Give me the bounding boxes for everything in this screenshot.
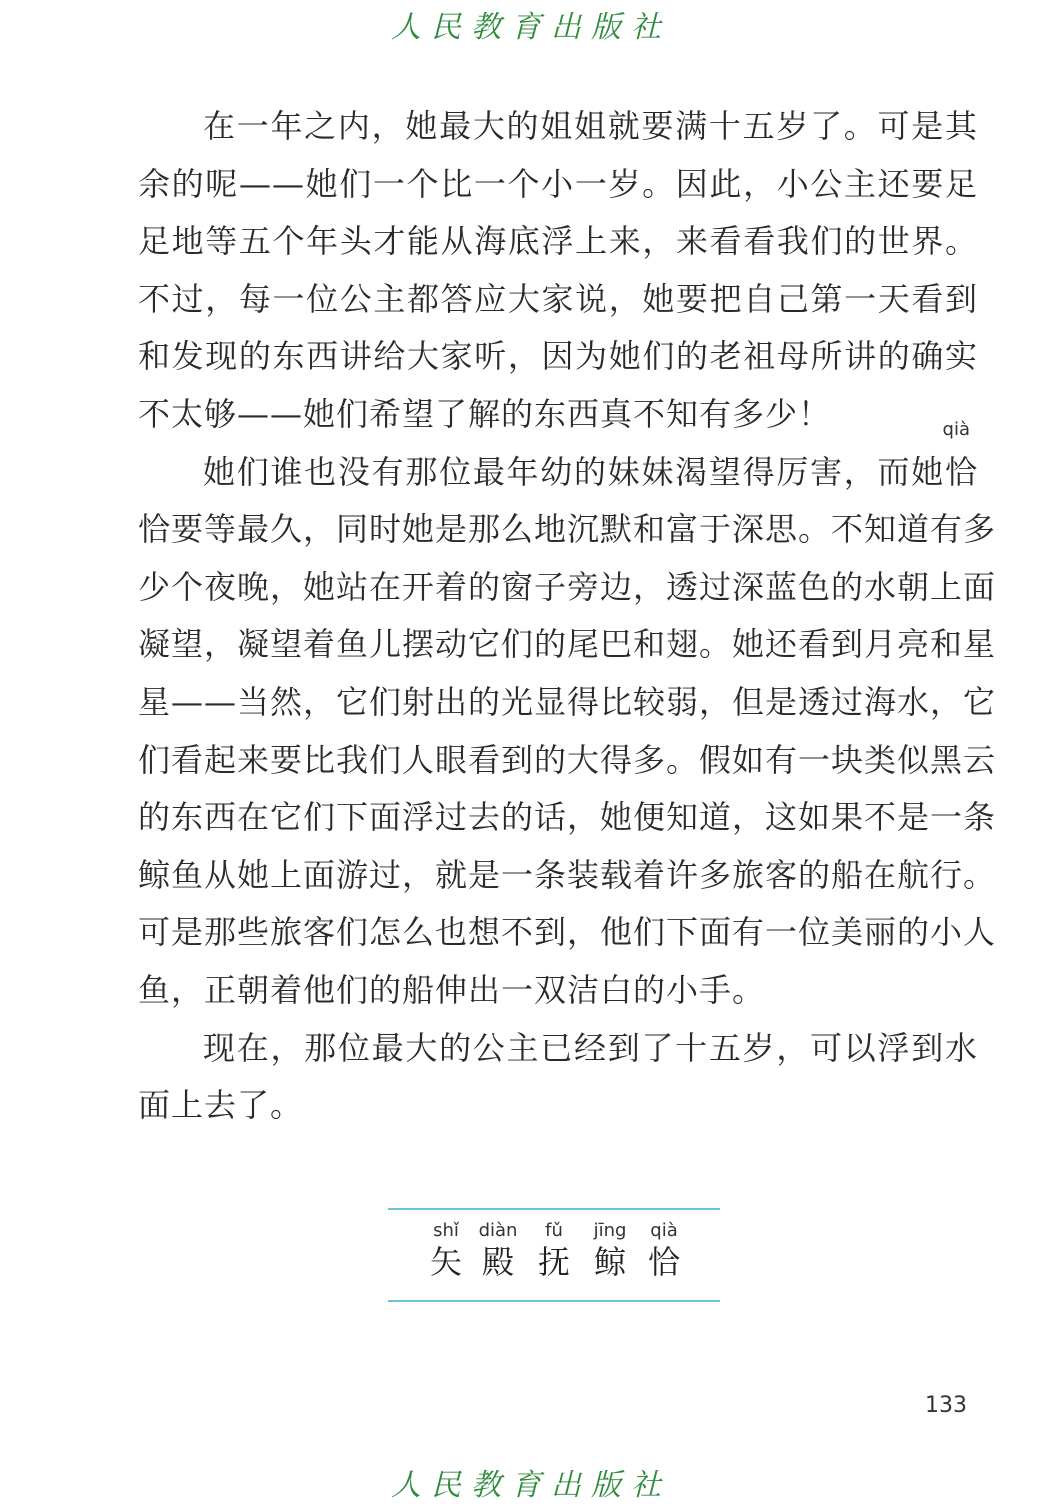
vocab-character: 殿 (481, 1243, 514, 1281)
vocab-pinyin: diàn (478, 1220, 518, 1241)
vocab-pinyin: qià (650, 1220, 678, 1241)
page-number: 133 (925, 1393, 967, 1418)
text-line: 少个夜晚，她站在开着的窗子旁边，透过深蓝色的水朝上面 (138, 567, 997, 606)
vocab-pinyin: jīng (593, 1220, 627, 1241)
text-line: 余的呢——她们一个比一个小一岁。因此，小公主还要足 (138, 164, 978, 203)
text-line: 和发现的东西讲给大家听，因为她们的老祖母所讲的确实 (138, 337, 978, 376)
text-line: 不太够——她们希望了解的东西真不知有多少！ (138, 394, 832, 433)
vocab-character: 矢 (429, 1243, 462, 1281)
text-line: 鱼，正朝着他们的船伸出一双洁白的小手。 (138, 970, 766, 1009)
text-line: 鲸鱼从她上面游过，就是一条装载着许多旅客的船在航行。 (138, 855, 997, 894)
publisher-logo-bottom: 人民教育出版社 (391, 1468, 671, 1503)
vocab-item (524, 1220, 584, 1282)
text-line: 的东西在它们下面浮过去的话，她便知道，这如果不是一条 (138, 798, 997, 837)
vocab-item (580, 1220, 640, 1282)
text-line-content: 她们谁也没有那位最年幼的妹妹渴望得厉害，而她恰 (203, 452, 978, 491)
vocab-character: 抚 (537, 1243, 570, 1281)
text-line: 现在，那位最大的公主已经到了十五岁，可以浮到水 (203, 1028, 978, 1067)
vocab-pinyin: fǔ (545, 1220, 563, 1241)
publisher-logo-top: 人民教育出版社 (391, 10, 671, 45)
vocab-character: 鲸 (593, 1243, 626, 1281)
vocab-item (416, 1220, 476, 1282)
vocab-character: 恰 (647, 1243, 680, 1281)
new-words-box (388, 1208, 720, 1302)
inline-pinyin: qià (942, 418, 970, 440)
text-line: 可是那些旅客们怎么也想不到，他们下面有一位美丽的小人 (138, 913, 997, 952)
vocab-item (634, 1220, 694, 1282)
text-line: 们看起来要比我们人眼看到的大得多。假如有一块类似黑云 (138, 740, 997, 779)
vocab-pinyin: shǐ (433, 1220, 459, 1241)
vocab-item (468, 1220, 528, 1282)
text-line: 凝望，凝望着鱼儿摆动它们的尾巴和翅。她还看到月亮和星 (138, 625, 997, 664)
body-text (138, 98, 997, 1135)
text-line: 足地等五个年头才能从海底浮上来，来看看我们的世界。 (138, 222, 978, 261)
text-line: 在一年之内，她最大的姐姐就要满十五岁了。可是其 (203, 107, 978, 145)
text-line: 恰要等最久，同时她是那么地沉默和富于深思。不知道有多 (138, 510, 997, 549)
text-line-with-pinyin (138, 418, 978, 502)
text-line: 面上去了。 (138, 1086, 304, 1125)
text-line: 不过，每一位公主都答应大家说，她要把自己第一天看到 (138, 279, 978, 318)
text-line: 星——当然，它们射出的光显得比较弱，但是透过海水，它 (138, 682, 997, 721)
